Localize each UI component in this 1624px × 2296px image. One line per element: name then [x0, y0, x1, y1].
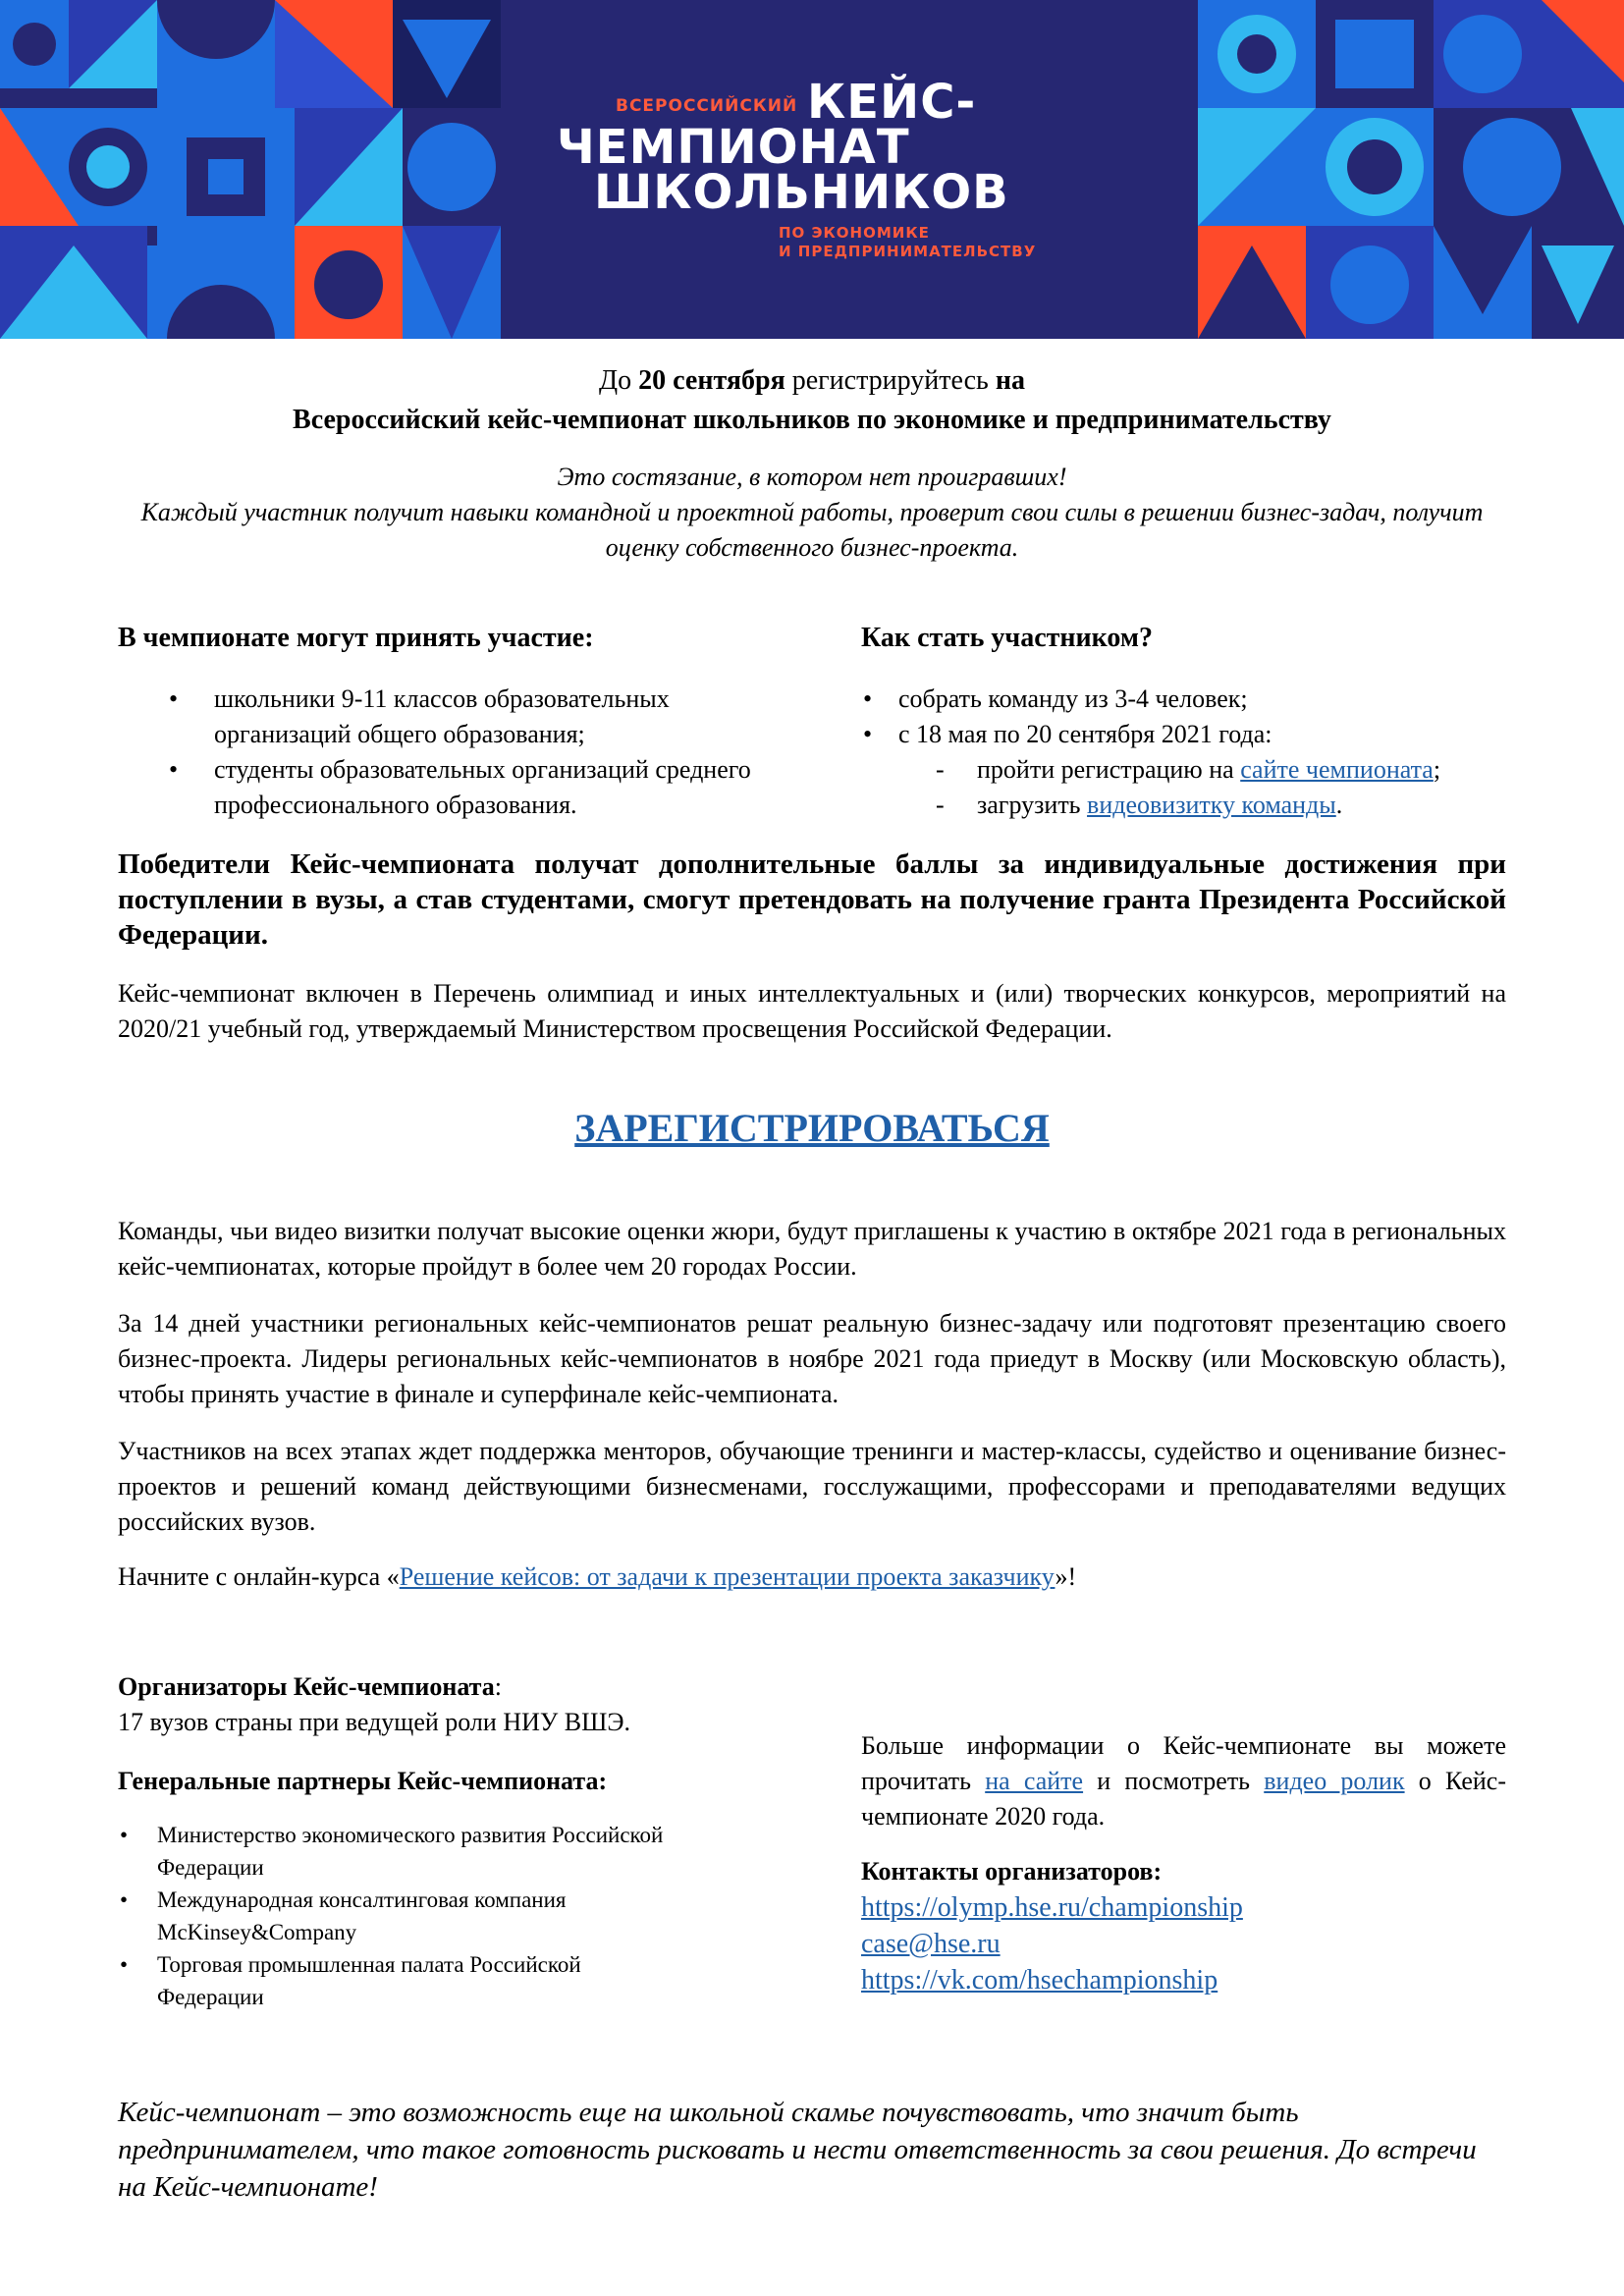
headline-title: Всероссийский кейс-чемпионат школьников по экономике и предпринимательству	[293, 405, 1331, 435]
olympiad-list-text: Кейс-чемпионат включен в Перечень олимпиад и иных интеллектуальных и (или) творческих конкурсов, мероприятий на 2020/21 учебный год, утверждаемый Министерством просвещения Российской Федерации.	[118, 979, 1506, 1043]
online-course-link[interactable]: Решение кейсов: от задачи к презентации проекта заказчику	[399, 1562, 1056, 1591]
deadline-date: 20 сентября	[638, 365, 785, 396]
partners-heading: Генеральные партнеры Кейс-чемпионата:	[118, 1767, 608, 1795]
banner-subtitle-1: ПО ЭКОНОМИКЕ	[779, 224, 930, 242]
banner-title-line3: ШКОЛЬНИКОВ	[594, 165, 1009, 220]
banner-pretitle: ВСЕРОССИЙСКИЙ	[616, 96, 798, 116]
contacts-url-link[interactable]: https://olymp.hse.ru/championship	[861, 1892, 1243, 1923]
header-banner	[0, 0, 1624, 339]
intro-line1: Это состязание, в котором нет проигравших!	[557, 463, 1067, 491]
list-item: - загрузить видеовизитку команды.	[898, 788, 1529, 823]
partners-list	[118, 1819, 687, 2013]
intro-line2: Каждый участник получит навыки командной и проектной работы, проверит свои силы в решении бизнес-задач, получит оценку собственного бизнес-проекта.	[140, 498, 1484, 562]
participants-heading: В чемпионате могут принять участие:	[118, 623, 594, 653]
info-site-link[interactable]: на сайте	[985, 1767, 1084, 1795]
participants-list	[118, 682, 785, 823]
banner-title-line1: КЕЙС-	[807, 75, 977, 130]
register-link-wrap	[0, 1105, 1624, 1151]
list-item: • собрать команду из 3-4 человек;	[861, 682, 1529, 717]
how-to-list	[861, 682, 1529, 823]
paragraph-support: Участников на всех этапах ждет поддержка менторов, обучающие тренинги и мастер-классы, судейство и оценивание бизнес-проектов и решений команд действующими бизнесменами, госслужащими, профессорами и преподавателями ведущих российских вузов.	[118, 1437, 1506, 1536]
list-item: • школьники 9-11 классов образовательных организаций общего образования;	[118, 682, 785, 752]
organizers-text: 17 вузов страны при ведущей роли НИУ ВШЭ.	[118, 1708, 631, 1736]
headline-line1: До 20 сентября регистрируйтесь на	[599, 365, 1025, 396]
video-clip-link[interactable]: видео ролик	[1264, 1767, 1405, 1795]
team-video-link[interactable]: видеовизитку команды	[1087, 791, 1336, 819]
organizers-heading: Организаторы Кейс-чемпионата:	[118, 1672, 503, 1701]
list-item: - пройти регистрацию на сайте чемпионата;	[898, 752, 1529, 788]
list-item: • студенты образовательных организаций среднего профессионального образования.	[118, 752, 785, 823]
closing-text: Кейс-чемпионат – это возможность еще на школьной скамье почувствовать, что значит быть предпринимателем, что такое готовность рисковать и нести ответственность за свои решения. До встречи на Кейс-чемпионате!	[118, 2097, 1477, 2203]
paragraph-course: Начните с онлайн-курса «Решение кейсов: от задачи к презентации проекта заказчику»!	[118, 1562, 1077, 1591]
register-link[interactable]: ЗАРЕГИСТРИРОВАТЬСЯ	[574, 1106, 1050, 1150]
list-item: • с 18 мая по 20 сентября 2021 года: - пройти регистрацию на сайте чемпионата; - загрузить видеовизитку команды.	[861, 717, 1529, 823]
contacts-vk-link[interactable]: https://vk.com/hsechampionship	[861, 1965, 1218, 1995]
list-item: • Торговая промышленная палата Российской Федерации	[118, 1948, 687, 2013]
contacts-email-link[interactable]: case@hse.ru	[861, 1929, 1001, 1959]
how-to-heading: Как стать участником?	[861, 623, 1153, 653]
winners-text: Победители Кейс-чемпионата получат дополнительные баллы за индивидуальные достижения при поступлении в вузы, а став студентами, смогут претендовать на получение гранта Президента Российской Федерации.	[118, 848, 1506, 951]
paragraph-final: За 14 дней участники региональных кейс-чемпионатов решат реальную бизнес-задачу или подготовят презентацию своего бизнес-проекта. Лидеры региональных кейс-чемпионатов в ноябре 2021 года приедут в Москву (или Московскую область), чтобы принять участие в финале и суперфинале кейс-чемпионата.	[118, 1309, 1506, 1408]
contacts-heading: Контакты организаторов:	[861, 1857, 1163, 1886]
banner-subtitle-2: И ПРЕДПРИНИМАТЕЛЬСТВУ	[779, 243, 1037, 260]
banner-title-line2: ЧЕМПИОНАТ	[557, 120, 910, 175]
how-to-sublist	[898, 752, 1529, 823]
more-info-text: Больше информации о Кейс-чемпионате вы можете прочитать на сайте и посмотреть видео ролик о Кейс-чемпионате 2020 года.	[861, 1731, 1506, 1831]
championship-site-link[interactable]: сайте чемпионата	[1240, 755, 1434, 784]
list-item: • Министерство экономического развития Российской Федерации	[118, 1819, 687, 1884]
paragraph-regional: Команды, чьи видео визитки получат высокие оценки жюри, будут приглашены к участию в октябре 2021 года в региональных кейс-чемпионатах, которые пройдут в более чем 20 городах России.	[118, 1217, 1506, 1281]
list-item: • Международная консалтинговая компания McKinsey&Company	[118, 1884, 687, 1948]
